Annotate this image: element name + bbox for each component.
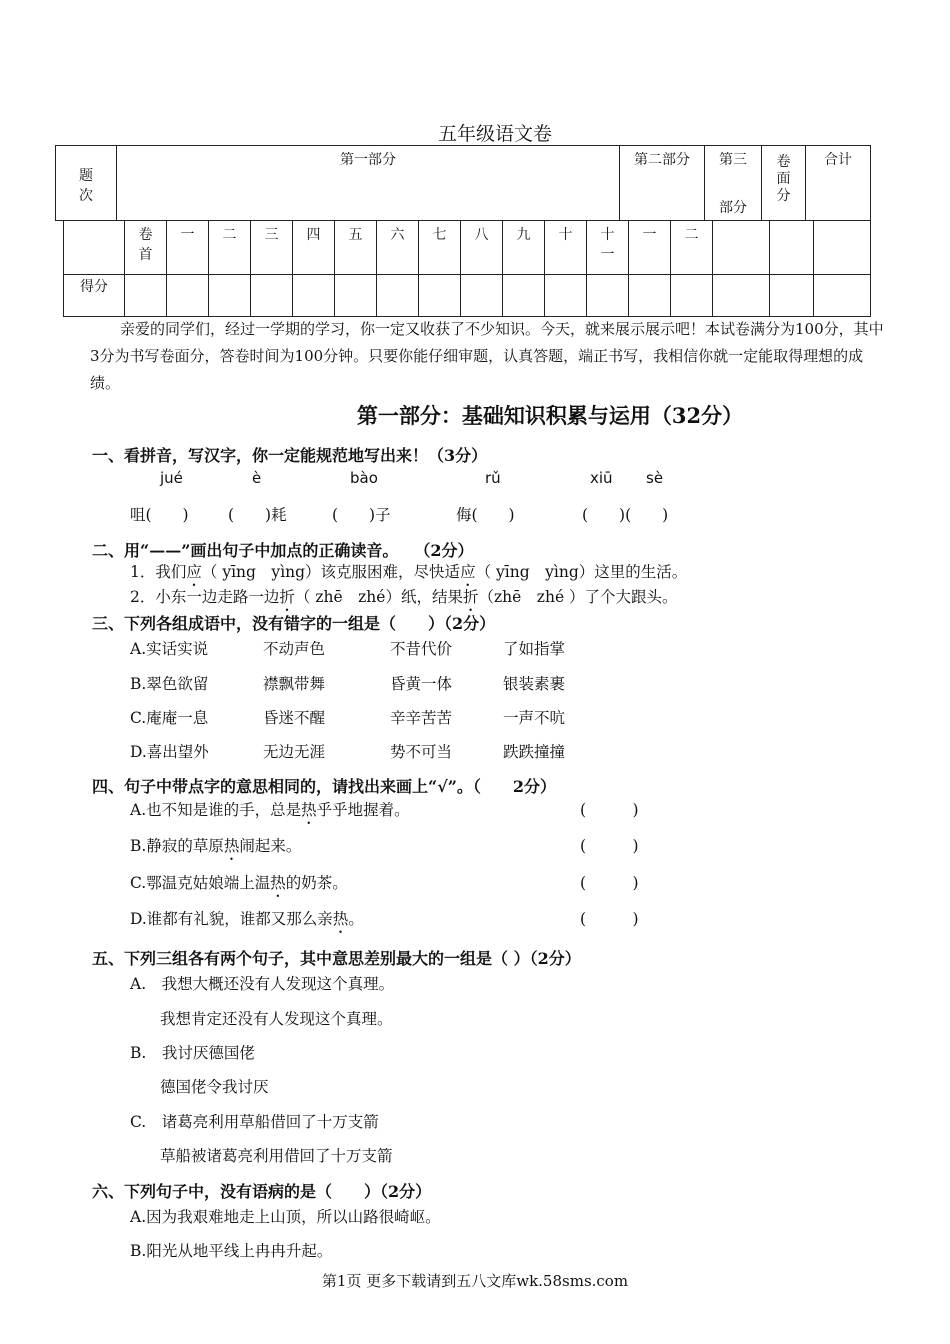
q2-line2-dot: 折 (279, 588, 295, 606)
q4-item (130, 798, 410, 828)
q1-pinyin-6: sè (646, 469, 664, 487)
q2-line2-a: 2．小东一边走路一边 (130, 588, 280, 606)
q4-item-dot: 热 (270, 874, 286, 892)
q1-answer-3: ( )子 (332, 506, 391, 524)
table-header-cell: 一 (167, 221, 209, 275)
q6-title: 六、下列句子中，没有语病的是（ ）（2分） (92, 1182, 432, 1201)
score-cell[interactable] (335, 275, 377, 317)
part3-line1: 第三 (719, 152, 747, 168)
q3-option: B.翠色欲留 (130, 675, 209, 693)
q1-pinyin-2: è (252, 469, 262, 487)
cell-tici: 题 次 (55, 145, 117, 221)
score-cell[interactable] (671, 275, 713, 317)
q3-option: 辛辛苦苦 (390, 709, 453, 727)
q1-pinyin-3: bào (350, 469, 378, 487)
score-cell[interactable] (629, 275, 671, 317)
table-header-cell: 二 (209, 221, 251, 275)
part3-line2: 部分 (719, 200, 747, 216)
q5-line-1: A. 我想大概还没有人发现这个真理。 (130, 975, 395, 993)
q5-line-5: C. 诸葛亮利用草船借回了十万支箭 (130, 1113, 379, 1131)
q2-line2-b: （ zhē zhé）纸，结果 (294, 588, 463, 606)
q4-item (130, 907, 364, 937)
q3-option: 银装素裹 (503, 675, 566, 693)
q3-option: 不昔代价 (390, 640, 453, 658)
q1-title: 一、看拼音，写汉字，你一定能规范地写出来！（3分） (92, 446, 488, 465)
q4-item-a: A.也不知是谁的手，总是 (130, 801, 302, 819)
score-cell[interactable] (251, 275, 293, 317)
score-cell[interactable] (587, 275, 629, 317)
score-cell[interactable] (125, 275, 167, 317)
q2-line1-b: （ yīng yìng）该克服困难，尽快适 (201, 563, 461, 581)
q5-title: 五、下列三组各有两个句子，其中意思差别最大的一组是（ ）（2分） (92, 949, 581, 968)
intro-text: 亲爱的同学们，经过一学期的学习，你一定又收获了不少知识。今天，就来展示展示吧！本试卷满分为100分，其中3分为书写卷面分，答卷时间为100分钟。只要你能仔细审题，认真答题，端正书写，我相信你就一定能取得理想的成绩。 (90, 320, 884, 392)
table-header-cell: 七 (419, 221, 461, 275)
cell-blank-b (770, 221, 814, 275)
q5-line-2: 我想肯定还没有人发现这个真理。 (160, 1010, 393, 1028)
cell-total: 合计 (806, 145, 871, 221)
cell-blank-a (713, 221, 770, 275)
cell-blank-header (63, 221, 125, 275)
q4-item-dot: 热 (332, 910, 349, 928)
q1-pinyin-4: rǔ (485, 469, 501, 487)
q3-option: 昏黄一体 (390, 675, 453, 693)
q3-option: 势不可当 (390, 743, 453, 761)
q3-option: 了如指掌 (503, 640, 566, 658)
score-cell[interactable] (167, 275, 209, 317)
score-cell[interactable] (503, 275, 545, 317)
score-table (0, 0, 950, 320)
cell-part1: 第一部分 (117, 145, 620, 221)
q2-line1-dot: 应 (186, 563, 202, 581)
table-header-cell: 十 (545, 221, 587, 275)
q4-item-dot: 热 (223, 837, 240, 855)
q5-line-6: 草船被诸葛亮利用借回了十万支箭 (160, 1147, 393, 1165)
table-header-cell: 六 (377, 221, 419, 275)
q2-line1-c: （ yīng yìng）这里的生活。 (475, 563, 688, 581)
q4-item (130, 834, 301, 864)
q2-line2-c: （zhē zhé ）了个大跟头。 (478, 588, 678, 606)
q4-item-a: B.静寂的草原 (130, 837, 224, 855)
q4-title: 四、句子中带点字的意思相同的，请找出来画上“√”。（ 2分） (92, 777, 557, 796)
q4-answer-blank[interactable]: ( ) (580, 910, 639, 928)
q6-line-2: B.阳光从地平线上冉冉升起。 (130, 1242, 333, 1260)
cell-score-label: 得分 (63, 275, 125, 317)
q4-answer-blank[interactable]: ( ) (580, 874, 639, 892)
score-cell[interactable] (209, 275, 251, 317)
q1-answer-1: 咀( ) (130, 506, 189, 524)
q4-item-a: C.鄂温克姑娘端上温 (130, 874, 271, 892)
q3-option: 襟飘带舞 (263, 675, 326, 693)
q3-option: 不动声色 (263, 640, 326, 658)
q2-line1-a: 1．我们 (130, 563, 187, 581)
score-cell[interactable] (293, 275, 335, 317)
q4-item-b: 乎乎地握着。 (316, 801, 410, 819)
score-cell[interactable] (461, 275, 503, 317)
score-cell[interactable] (770, 275, 814, 317)
score-cell[interactable] (814, 275, 871, 317)
q3-option: 一声不吭 (503, 709, 566, 727)
table-header-cell: 九 (503, 221, 545, 275)
q1-pinyin-5: xiū (590, 469, 613, 487)
q2-line1-dot2: 应 (460, 563, 476, 581)
q2-title: 二、用“——”画出句子中加点的正确读音。 （2分） (92, 541, 474, 560)
q3-option: 无边无涯 (263, 743, 326, 761)
q1-pinyin-1: jué (160, 469, 183, 487)
q3-option: D.喜出望外 (130, 743, 209, 761)
q3-option: C.庵庵一息 (130, 709, 209, 727)
score-cell[interactable] (377, 275, 419, 317)
q1-answer-2: ( )耗 (228, 506, 287, 524)
score-cell[interactable] (713, 275, 770, 317)
table-header-cell: 三 (251, 221, 293, 275)
q2-line2-dot2: 折 (462, 588, 479, 606)
q6-line-1: A.因为我艰难地走上山顶，所以山路很崎岖。 (130, 1208, 441, 1226)
table-header-cell: 卷 首 (125, 221, 167, 275)
q4-answer-blank[interactable]: ( ) (580, 837, 639, 855)
cell-part3 (705, 145, 762, 221)
q5-line-4: 德国佬令我讨厌 (160, 1078, 269, 1096)
q4-item (130, 871, 348, 901)
q4-item-b: 。 (348, 910, 364, 928)
q4-answer-blank[interactable]: ( ) (580, 801, 639, 819)
q3-option: 跌跌撞撞 (503, 743, 566, 761)
page-footer: 第1页 更多下载请到五八文库wk.58sms.com (321, 1272, 629, 1290)
score-cell[interactable] (545, 275, 587, 317)
score-cell[interactable] (419, 275, 461, 317)
table-header-cell: 十 一 (587, 221, 629, 275)
q3-option: 昏迷不醒 (263, 709, 326, 727)
q1-answer-4: 侮( ) (456, 506, 515, 524)
q4-item-dot: 热 (301, 801, 317, 819)
cell-juanmian: 卷 面 分 (762, 145, 806, 221)
cell-part2: 第二部分 (620, 145, 705, 221)
table-header-cell: 四 (293, 221, 335, 275)
q5-line-3: B. 我讨厌德国佬 (130, 1044, 255, 1062)
table-header-cell: 八 (461, 221, 503, 275)
part1-heading: 第一部分：基础知识积累与运用（32分） (356, 403, 744, 428)
table-header-cell: 二 (671, 221, 713, 275)
cell-blank-c (814, 221, 871, 275)
table-header-cell: 五 (335, 221, 377, 275)
q4-item-b: 的奶茶。 (285, 874, 348, 892)
q1-answer-5: ( )( ) (582, 506, 669, 524)
q4-item-a: D.谁都有礼貌，谁都又那么亲 (130, 910, 333, 928)
q3-option: A.实话实说 (130, 640, 209, 658)
q4-item-b: 闹起来。 (239, 837, 302, 855)
table-header-cell: 一 (629, 221, 671, 275)
exam-title: 五年级语文卷 (437, 123, 552, 145)
q3-title: 三、下列各组成语中，没有错字的一组是（ ）（2分） (92, 614, 496, 633)
